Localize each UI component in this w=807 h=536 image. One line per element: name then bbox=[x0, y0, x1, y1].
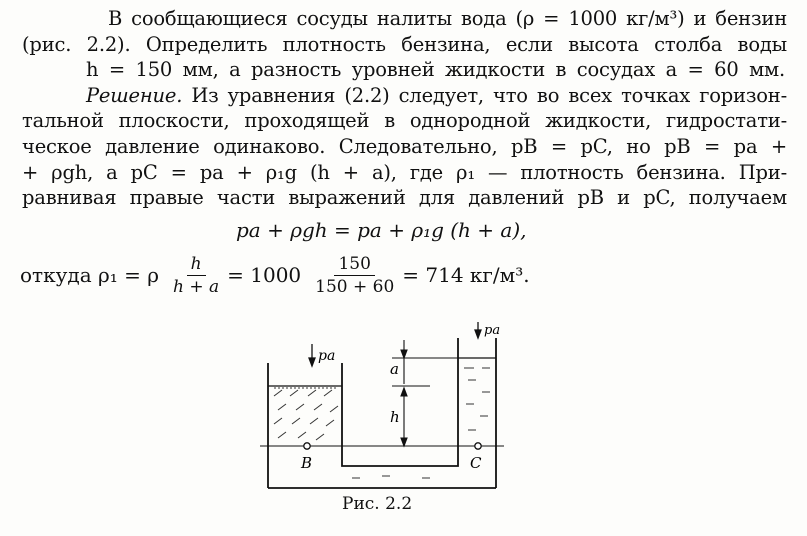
result-formula bbox=[20, 250, 536, 300]
solution-line-5: равнивая правые части выражений для давлений pB и pC, получаем bbox=[22, 186, 787, 210]
problem-text bbox=[22, 6, 787, 211]
point-c-marker bbox=[475, 443, 481, 449]
figure-caption: Рис. 2.2 bbox=[342, 494, 413, 514]
fraction-1-denominator: h + a bbox=[172, 276, 220, 297]
solution-line-2: тальной плоскости, проходящей в однородной жидкости, гидростати- bbox=[22, 109, 787, 133]
problem-line-1: В сообщающиеся сосуды налиты вода (ρ = 1000 кг/м³) и бензин bbox=[108, 7, 787, 30]
result-prefix: откуда ρ₁ = ρ bbox=[20, 263, 159, 287]
solution-line-1-text: Из уравнения (2.2) следует, что во всех точках горизон- bbox=[182, 83, 787, 107]
problem-line-3: h = 150 мм, а разность уровней жидкости в сосудах a = 60 мм. bbox=[86, 58, 785, 82]
result-suffix: = 714 кг/м³. bbox=[402, 263, 530, 287]
fraction-h-over-h-plus-a bbox=[169, 254, 223, 297]
result-middle: = 1000 bbox=[227, 263, 302, 287]
problem-line-2: (рис. 2.2). Определить плотность бензина, если высота столба воды bbox=[22, 32, 787, 56]
label-h: h bbox=[390, 408, 400, 426]
fraction-numeric bbox=[311, 254, 398, 297]
dimension-lines bbox=[392, 340, 466, 446]
solution-label: Решение. bbox=[86, 83, 183, 107]
label-b: B bbox=[301, 454, 313, 472]
solution-line-3: ческое давление одинаково. Следовательно, pB = pC, но pB = pa + bbox=[22, 134, 787, 158]
fraction-1-numerator: h bbox=[187, 254, 206, 276]
pressure-arrow-left bbox=[309, 344, 315, 366]
label-pa-left: pa bbox=[318, 348, 336, 364]
pressure-equation: pa + ρgh = pa + ρ₁g (h + a), bbox=[236, 218, 527, 242]
label-a: a bbox=[390, 360, 399, 378]
label-c: C bbox=[470, 454, 482, 472]
solution-line-4: + ρgh, а pC = pa + ρ₁g (h + a), где ρ₁ — плотность бензина. При- bbox=[22, 160, 787, 184]
point-b-marker bbox=[304, 443, 310, 449]
pressure-arrow-right bbox=[475, 322, 481, 338]
communicating-vessels-figure bbox=[252, 318, 522, 497]
vessels-diagram bbox=[252, 318, 522, 493]
label-pa-right: pa bbox=[484, 323, 501, 338]
solution-line-1 bbox=[22, 83, 787, 109]
fraction-2-numerator: 150 bbox=[334, 254, 374, 276]
liquid-levels bbox=[268, 358, 496, 386]
petrol-hatching bbox=[274, 388, 338, 440]
fraction-2-denominator: 150 + 60 bbox=[315, 276, 395, 297]
